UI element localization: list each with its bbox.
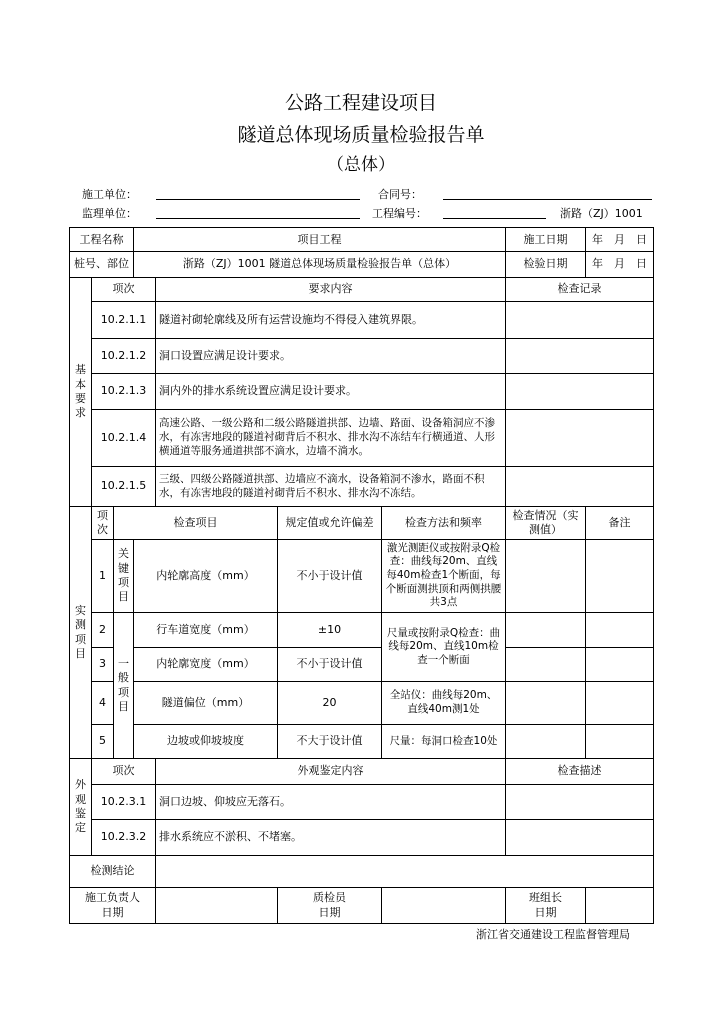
conclusion-label: 检测结论 (70, 855, 156, 888)
construction-lead-date-label: 日期 (101, 905, 124, 919)
measured-spec: 不小于设计值 (278, 539, 382, 612)
measured-result[interactable] (506, 647, 586, 682)
appearance-col-content: 外观鉴定内容 (156, 759, 506, 784)
station-label: 桩号、部位 (70, 252, 134, 277)
project-name-label: 工程名称 (70, 228, 134, 252)
measured-section-label: 实测项目 (70, 507, 92, 759)
basic-req-text: 三级、四级公路隧道拱部、边墙应不滴水，设备箱洞不渗水，路面不积水，有冻害地段的隧道衬砌背后不积水、排水沟不冻结。 (156, 466, 506, 507)
appearance-desc[interactable] (506, 784, 654, 820)
basic-code: 10.2.1.5 (92, 466, 156, 507)
measured-result[interactable] (506, 724, 586, 759)
basic-col-req: 要求内容 (156, 277, 506, 301)
inspector-date-label: 日期 (318, 905, 341, 919)
basic-req-text: 洞口设置应满足设计要求。 (156, 338, 506, 374)
appearance-code: 10.2.3.2 (92, 820, 156, 856)
basic-req-text: 隧道衬砌轮廓线及所有运营设施均不得侵入建筑界限。 (156, 302, 506, 339)
measured-col-item: 检查项目 (114, 507, 278, 540)
measured-spec: 20 (278, 682, 382, 725)
contract-no-field[interactable] (443, 199, 652, 200)
team-leader-date-label: 日期 (534, 905, 557, 919)
measured-note[interactable] (586, 647, 654, 682)
title-line2: 隧道总体现场质量检验报告单 (237, 124, 485, 146)
construction-lead-label: 施工负责人 (85, 891, 140, 905)
supervision-unit-label: 监理单位： (82, 207, 137, 220)
basic-code: 10.2.1.1 (92, 302, 156, 339)
station-value[interactable]: 浙路（ZJ）1001 隧道总体现场质量检验报告单（总体） (134, 252, 506, 277)
measured-method: 激光测距仪或按附录Q检查：曲线每20m、直线每40m检查1个断面，每个断面测拱顶和两侧拱腰共3点 (382, 539, 506, 612)
appearance-text: 洞口边坡、仰坡应无落石。 (156, 784, 506, 820)
team-leader-label: 班组长 (529, 891, 562, 905)
basic-req-text: 高速公路、一级公路和二级公路隧道拱部、边墙、路面、设备箱洞应不渗水，有冻害地段的隧道衬砌背后不积水、排水沟不冻结车行横通道、人形横通道等服务通道拱部不滴水，边墙不淌水。 (156, 409, 506, 466)
basic-record[interactable] (506, 409, 654, 466)
measured-note[interactable] (586, 539, 654, 612)
construction-date-value[interactable]: 年 月 日 (586, 228, 654, 252)
measured-note[interactable] (586, 724, 654, 759)
team-leader-cell (506, 888, 586, 924)
basic-record[interactable] (506, 374, 654, 410)
appearance-code: 10.2.3.1 (92, 784, 156, 820)
construction-date-label: 施工日期 (506, 228, 586, 252)
appearance-col-item: 项次 (92, 759, 156, 784)
measured-note[interactable] (586, 612, 654, 647)
measured-method: 尺量：每洞口检查10处 (382, 724, 506, 759)
basic-record[interactable] (506, 338, 654, 374)
appearance-section-label: 外观鉴定 (70, 759, 92, 855)
basic-section-label: 基本要求 (70, 277, 92, 507)
measured-item: 内轮廓宽度（mm） (134, 647, 278, 682)
appearance-desc[interactable] (506, 820, 654, 856)
measured-result[interactable] (506, 539, 586, 612)
key-item-label: 关键项目 (114, 539, 134, 612)
conclusion-field[interactable] (156, 855, 654, 888)
measured-col-method: 检查方法和频率 (382, 507, 506, 540)
measured-item: 内轮廓高度（mm） (134, 539, 278, 612)
measured-method: 全站仪：曲线每20m、直线40m测1处 (382, 682, 506, 725)
measured-method-shared: 尺量或按附录Q检查：曲线每20m、直线10m检查一个断面 (382, 612, 506, 681)
basic-record[interactable] (506, 466, 654, 507)
inspector-sign[interactable] (382, 888, 506, 924)
basic-code: 10.2.1.4 (92, 409, 156, 466)
measured-col-note: 备注 (586, 507, 654, 540)
measured-spec: 不大于设计值 (278, 724, 382, 759)
construction-unit-field[interactable] (156, 199, 360, 200)
measured-item: 隧道偏位（mm） (134, 682, 278, 725)
supervision-unit-field[interactable] (156, 218, 360, 219)
measured-spec: ±10 (278, 612, 382, 647)
measured-result[interactable] (506, 612, 586, 647)
basic-col-record: 检查记录 (506, 277, 654, 301)
measured-no: 3 (92, 647, 114, 682)
inspection-date-value[interactable]: 年 月 日 (586, 252, 654, 277)
measured-item: 行车道宽度（mm） (134, 612, 278, 647)
basic-record[interactable] (506, 302, 654, 339)
basic-code: 10.2.1.3 (92, 374, 156, 410)
construction-lead-sign[interactable] (156, 888, 278, 924)
basic-req-text: 洞内外的排水系统设置应满足设计要求。 (156, 374, 506, 410)
measured-no: 5 (92, 724, 114, 759)
inspector-cell (278, 888, 382, 924)
measured-col-no: 项次 (92, 507, 114, 540)
measured-spec: 不小于设计值 (278, 647, 382, 682)
measured-col-result: 检查情况（实测值） (506, 507, 586, 540)
appearance-text: 排水系统应不淤积、不堵塞。 (156, 820, 506, 856)
footer-issuer: 浙江省交通建设工程监督管理局 (476, 928, 630, 941)
project-code-label: 工程编号： (372, 207, 427, 220)
project-name-value[interactable]: 项目工程 (134, 228, 506, 252)
contract-no-label: 合同号： (378, 188, 422, 201)
project-code-field[interactable] (443, 218, 546, 219)
basic-code: 10.2.1.2 (92, 338, 156, 374)
measured-no: 4 (92, 682, 114, 725)
basic-col-item: 项次 (92, 277, 156, 301)
measured-col-spec: 规定值或允许偏差 (278, 507, 382, 540)
title-line3: （总体） (327, 155, 395, 175)
team-leader-sign[interactable] (586, 888, 654, 924)
measured-note[interactable] (586, 682, 654, 725)
inspector-label: 质检员 (313, 891, 346, 905)
construction-lead-cell (70, 888, 156, 924)
title-line1: 公路工程建设项目 (284, 92, 437, 114)
measured-no: 2 (92, 612, 114, 647)
inspection-table (69, 227, 654, 924)
construction-unit-label: 施工单位： (82, 188, 137, 201)
measured-item: 边坡或仰坡坡度 (134, 724, 278, 759)
measured-no: 1 (92, 539, 114, 612)
measured-result[interactable] (506, 682, 586, 725)
inspection-date-label: 检验日期 (506, 252, 586, 277)
appearance-col-desc: 检查描述 (506, 759, 654, 784)
form-code: 浙路（ZJ）1001 (560, 207, 643, 220)
general-item-label: 一般项目 (114, 612, 134, 758)
